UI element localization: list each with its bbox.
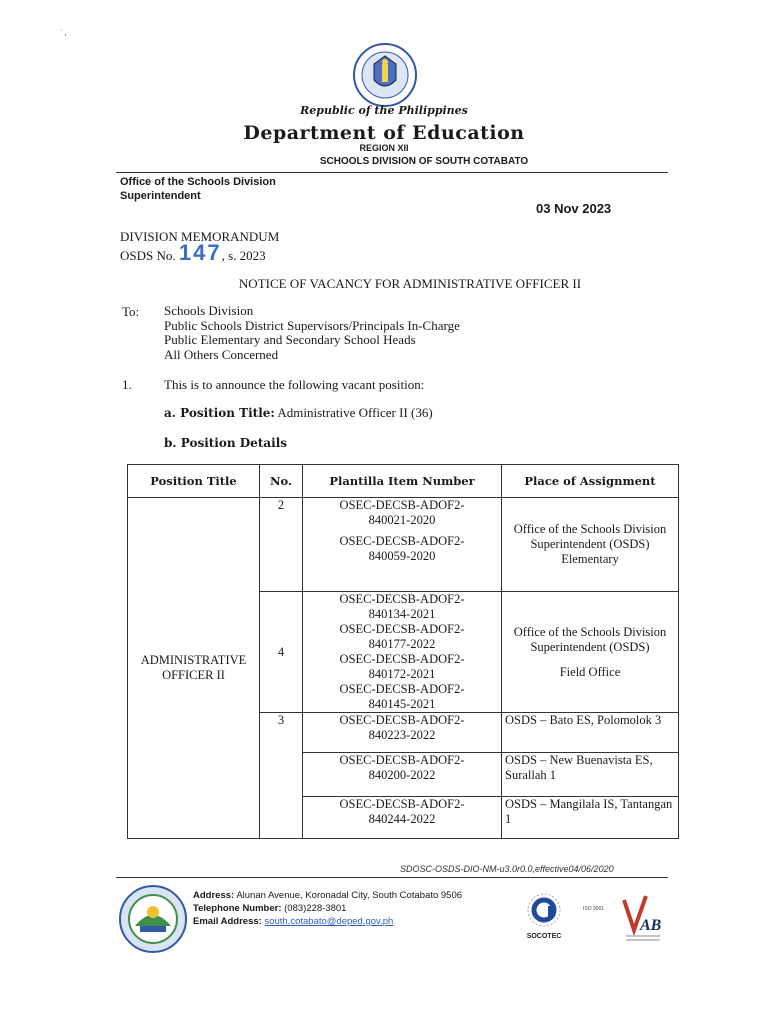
item-number: 1. xyxy=(122,377,132,392)
deped-seal-icon xyxy=(352,42,418,108)
place-cell: OSDS – Mangilala IS, Tantangan 1 xyxy=(502,797,679,839)
position-details-table xyxy=(127,464,679,839)
place-cell: Office of the Schools Division Superintendent (OSDS) Elementary xyxy=(502,498,679,592)
svg-text:SOCOTEC: SOCOTEC xyxy=(526,933,562,940)
header-no: No. xyxy=(260,465,303,498)
table-header-row xyxy=(128,465,679,498)
position-title-line: a. Position Title: Administrative Officer II (36) xyxy=(164,405,433,420)
document-code: SDOSC-OSDS-DIO-NM-u3.0r0.0,effective04/06/2020 xyxy=(400,864,614,874)
address-line: Address: Alunan Avenue, Koronadal City, South Cotabato 9506 xyxy=(193,890,463,901)
republic-heading: Republic of the Philippines xyxy=(300,104,468,117)
contact-block xyxy=(193,889,462,928)
plantilla-cell: OSEC-DECSB-ADOF2-840200-2022 xyxy=(303,753,502,797)
position-details-label: b. Position Details xyxy=(164,436,288,450)
iso-label: ISO 9001 xyxy=(583,906,605,912)
table-row xyxy=(128,498,679,592)
plantilla-cell: OSEC-DECSB-ADOF2-840134-2021 OSEC-DECSB-ADOF2-840177-2022 OSEC-DECSB-ADOF2-840172-2021 OSEC-DECSB-ADOF2-840145-2021 xyxy=(303,592,502,713)
phone-line: Telephone Number: (083)228-3801 xyxy=(193,903,347,914)
memo-number-line: OSDS No. 147, s. 2023 xyxy=(120,240,266,265)
place-cell: OSDS – Bato ES, Polomolok 3 xyxy=(502,713,679,753)
office-name: Office of the Schools Division Superintendent xyxy=(120,176,276,202)
header-plantilla: Plantilla Item Number xyxy=(303,465,502,498)
to-label: To: xyxy=(122,304,140,319)
memo-type: DIVISION MEMORANDUM xyxy=(120,229,280,244)
plantilla-cell: OSEC-DECSB-ADOF2-840223-2022 xyxy=(303,713,502,753)
division-heading: SCHOOLS DIVISION OF SOUTH COTABATO xyxy=(319,156,529,167)
place-cell: Office of the Schools Division Superintendent (OSDS) Field Office xyxy=(502,592,679,713)
memo-title: NOTICE OF VACANCY FOR ADMINISTRATIVE OFFICER II xyxy=(238,276,582,291)
scan-mark: ˙ , xyxy=(60,28,67,37)
email-line: Email Address: south.cotabato@deped.gov.ph xyxy=(193,916,394,927)
no-cell: 2 xyxy=(260,498,303,592)
department-heading: Department of Education xyxy=(243,122,525,144)
header-place: Place of Assignment xyxy=(502,465,679,498)
plantilla-cell: OSEC-DECSB-ADOF2-840244-2022 xyxy=(303,797,502,839)
item-text: This is to announce the following vacant position: xyxy=(164,377,425,392)
footer-divider xyxy=(116,877,668,878)
recipient: All Others Concerned xyxy=(164,346,279,362)
email-link[interactable]: south.cotabato@deped.gov.ph xyxy=(264,916,394,927)
plantilla-cell: OSEC-DECSB-ADOF2-840021-2020 OSEC-DECSB-ADOF2-840059-2020 xyxy=(303,498,502,592)
recipient: Public Schools District Supervisors/Principals In-Charge xyxy=(164,317,460,333)
header-position-title: Position Title xyxy=(128,465,260,498)
svg-text:AB: AB xyxy=(640,917,662,934)
memo-reference xyxy=(120,229,279,264)
region-heading: REGION XII xyxy=(359,143,409,153)
division-seal-icon xyxy=(118,884,188,954)
position-title-cell: ADMINISTRATIVE OFFICER II xyxy=(128,498,260,839)
place-cell: OSDS – New Buenavista ES, Surallah 1 xyxy=(502,753,679,797)
recipient-list xyxy=(164,304,460,362)
memo-date: 03 Nov 2023 xyxy=(536,201,612,216)
header-divider xyxy=(116,172,668,173)
recipient: Schools Division xyxy=(164,303,254,318)
pab-logo-icon xyxy=(620,890,666,946)
memo-number: 147 xyxy=(178,240,222,265)
no-cell: 4 xyxy=(260,592,303,713)
recipient: Public Elementary and Secondary School Heads xyxy=(164,332,416,347)
no-cell: 3 xyxy=(260,713,303,839)
socotec-logo-icon xyxy=(514,884,574,944)
